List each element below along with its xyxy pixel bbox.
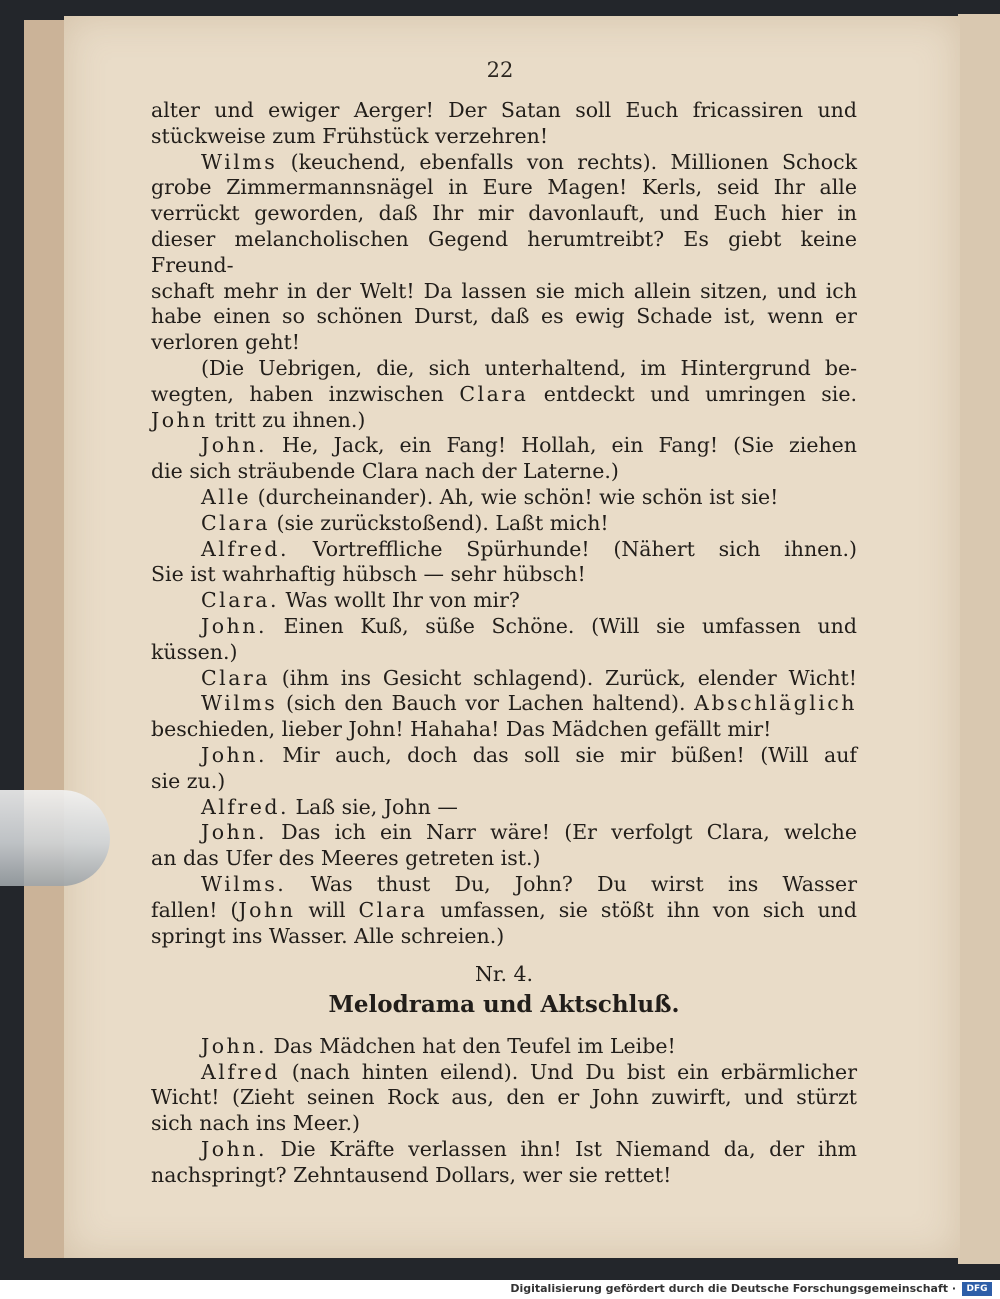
speaker-name: John. [201, 1033, 267, 1058]
text-run: tritt zu ihnen.) [207, 407, 366, 432]
speaker-name: Alle [201, 484, 252, 509]
speaker-name: Alfred. [201, 794, 290, 819]
text-run: grobe Zimmermannsnägel in Eure Magen! Kerls, seid Ihr alle [151, 175, 857, 200]
speaker-name: Wilms [201, 149, 278, 174]
text-run: Was thust Du, John? Du wirst ins Wasser [286, 871, 857, 896]
text-run: dieser melancholischen Gegend herumtreibt? Es giebt keine Freund- [151, 226, 857, 277]
text-line [151, 175, 857, 201]
text-line [151, 1137, 857, 1163]
text-line [151, 743, 857, 769]
text-run: Einen Kuß, süße Schöne. (Will sie umfassen und [266, 613, 857, 638]
speaker-name: Clara [358, 897, 428, 922]
text-run: stückweise zum Frühstück verzehren! [151, 123, 549, 148]
speaker-name: Clara [201, 665, 270, 690]
text-run: Vortreffliche Spürhunde! (Nähert sich ihnen.) [289, 536, 857, 561]
text-line [151, 666, 857, 692]
page-number: 22 [486, 58, 514, 82]
text-run: springt ins Wasser. Alle schreien.) [151, 923, 505, 948]
text-run: will [295, 897, 359, 922]
text-line [151, 795, 857, 821]
text-line [151, 356, 857, 382]
text-line [151, 1163, 857, 1189]
text-line [151, 304, 857, 330]
funding-note: Digitalisierung gefördert durch die Deutsche Forschungsgemeinschaft · [510, 1282, 956, 1295]
text-line [151, 1111, 857, 1137]
text-run: nachspringt? Zehntausend Dollars, wer sie rettet! [151, 1162, 672, 1187]
text-line [151, 1085, 857, 1111]
text-line [151, 201, 857, 227]
text-line [151, 459, 857, 485]
text-run: (ihm ins Gesicht schlagend). Zurück, elender Wicht! [270, 665, 857, 690]
text-run: (nach hinten eilend). Und Du bist ein erbärmlicher [280, 1059, 857, 1084]
speaker-name: John. [201, 613, 267, 638]
speaker-name: Alfred [201, 1059, 281, 1084]
text-run: Das Mädchen hat den Teufel im Leibe! [266, 1033, 676, 1058]
text-line [151, 330, 857, 356]
text-run: an das Ufer des Meeres getreten ist.) [151, 846, 541, 871]
text-line [151, 1060, 857, 1086]
speaker-name: Alfred. [201, 536, 290, 561]
text-run: beschieden, lieber John! Hahaha! Das Mädchen gefällt mir! [151, 717, 772, 742]
text-line [151, 382, 857, 408]
text-line [151, 562, 857, 588]
text-line [151, 98, 857, 124]
text-block-1 [151, 98, 857, 949]
speaker-name: Clara. [201, 588, 280, 613]
text-line [151, 485, 857, 511]
dfg-logo: DFG [962, 1282, 992, 1296]
text-run: verrückt geworden, daß Ihr mir davonlauft, und Euch hier in [151, 201, 857, 226]
speaker-name: Clara [459, 381, 529, 406]
text-line [151, 820, 857, 846]
text-run: Mir auch, doch das soll sie mir büßen! (Will auf [266, 742, 857, 767]
text-run: Laß sie, John — [289, 794, 458, 819]
footer-bar [0, 1280, 1000, 1299]
text-line [151, 691, 857, 717]
text-line [151, 872, 857, 898]
text-run: Die Kräfte verlassen ihn! Ist Niemand da, der ihm [266, 1137, 857, 1162]
text-line [151, 227, 857, 279]
text-line [151, 924, 857, 950]
text-run: wegten, haben inzwischen [151, 381, 460, 406]
next-page-edge [958, 14, 1000, 1264]
text-line [151, 588, 857, 614]
speaker-name: Wilms. [201, 871, 287, 896]
speaker-name: John. [201, 742, 267, 767]
text-line [151, 408, 857, 434]
text-line [151, 279, 857, 305]
text-run: Wicht! (Zieht seinen Rock aus, den er John zuwirft, und stürzt [151, 1085, 857, 1110]
speaker-name: John [151, 407, 208, 432]
text-run: küssen.) [151, 639, 238, 664]
text-run: verloren geht! [151, 330, 300, 355]
section-number: Nr. 4. [474, 962, 534, 987]
text-line [151, 537, 857, 563]
speaker-name: John. [201, 820, 267, 845]
text-run: (durcheinander). Ah, wie schön! wie schön ist sie! [251, 484, 779, 509]
text-line [151, 150, 857, 176]
text-line [151, 124, 857, 150]
speaker-name: Wilms [201, 691, 278, 716]
text-run: Was wollt Ihr von mir? [279, 588, 520, 613]
text-line [151, 640, 857, 666]
text-line [151, 717, 857, 743]
text-line [151, 614, 857, 640]
speaker-name: John. [201, 433, 267, 458]
text-run: Sie ist wahrhaftig hübsch — sehr hübsch! [151, 562, 586, 587]
text-run: umfassen, sie stößt ihn von sich und [427, 897, 858, 922]
speaker-name: John [238, 897, 296, 922]
text-run: die sich sträubende Clara nach der Laterne.) [151, 459, 619, 484]
text-run: (sie zurückstoßend). Laßt mich! [270, 510, 609, 535]
text-run: (sich den Bauch vor Lachen haltend). [277, 691, 695, 716]
text-run: sie zu.) [151, 768, 226, 793]
text-run: entdeckt und umringen sie. [528, 381, 857, 406]
text-run: alter und ewiger Aerger! Der Satan soll Euch fricassiren und [151, 98, 857, 122]
text-run: Das ich ein Narr wäre! (Er verfolgt Clara, welche [266, 820, 857, 845]
speaker-name: Clara [201, 510, 270, 535]
text-block-2 [151, 1034, 857, 1189]
text-run: fallen! ( [151, 897, 239, 922]
text-line [151, 769, 857, 795]
text-run: sich nach ins Meer.) [151, 1111, 361, 1136]
text-line [151, 846, 857, 872]
text-line [151, 511, 857, 537]
text-run: habe einen so schönen Durst, daß es ewig Schade ist, wenn er [151, 304, 857, 329]
speaker-name: John. [201, 1137, 267, 1162]
text-run: (Die Uebrigen, die, sich unterhaltend, im Hintergrund be- [201, 355, 857, 380]
speaker-name: Abschläglich [694, 691, 857, 716]
section-title: Melodrama und Aktschluß. [328, 991, 680, 1019]
page-text [151, 98, 857, 1189]
text-run: schaft mehr in der Welt! Da lassen sie mich allein sitzen, und ich [151, 278, 857, 303]
text-line [151, 1034, 857, 1060]
text-run: (keuchend, ebenfalls von rechts). Millionen Schock [277, 149, 857, 174]
text-line [151, 433, 857, 459]
page-clip [0, 790, 110, 886]
text-run: He, Jack, ein Fang! Hollah, ein Fang! (Sie ziehen [266, 433, 857, 458]
text-line [151, 898, 857, 924]
